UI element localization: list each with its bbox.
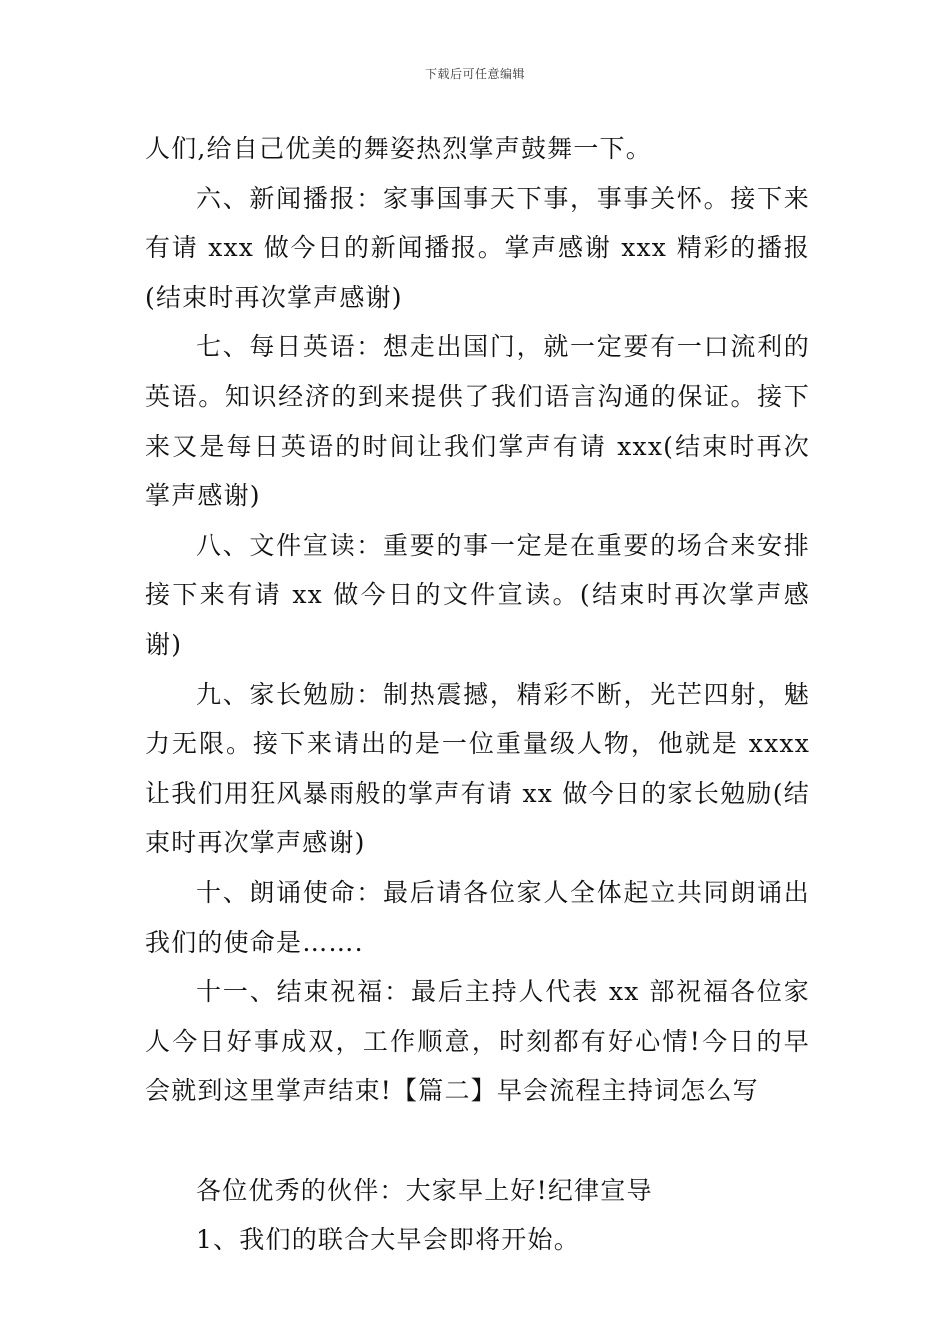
paragraph-daily-english: 七、每日英语：想走出国门，就一定要有一口流利的英语。知识经济的到来提供了我们语言沟通的保证。接下来又是每日英语的时间让我们掌声有请 xxx(结束时再次掌声感谢): [145, 332, 810, 511]
document-body: [145, 124, 810, 1265]
paragraph-gap: [145, 1116, 810, 1166]
paragraph-item-one: 1、我们的联合大早会即将开始。: [196, 1225, 580, 1255]
paragraph-mission-recital: 十、朗诵使命：最后请各位家人全体起立共同朗诵出我们的使命是…….﻿: [145, 877, 810, 957]
paragraph-news-broadcast: 六、新闻播报：家事国事天下事，事事关怀。接下来有请 xxx 做今日的新闻播报。掌声感谢 xxx 精彩的播报(结束时再次掌声感谢): [145, 183, 810, 312]
paragraph-greeting: 各位优秀的伙伴：大家早上好!纪律宣导: [196, 1175, 653, 1205]
page-header-note: 下载后可任意编辑: [424, 67, 525, 81]
paragraph-document-reading: 八、文件宣读：重要的事一定是在重要的场合来安排接下来有请 xx 做今日的文件宣读。(结束时再次掌声感谢): [145, 530, 810, 659]
paragraph-parent-encouragement: 九、家长勉励：制热震撼，精彩不断，光芒四射，魅力无限。接下来请出的是一位重量级人物，他就是 xxxx 让我们用狂风暴雨般的掌声有请 xx 做今日的家长勉励(结束时再次掌声感谢): [145, 679, 810, 858]
paragraph-continuation: 人们,给自己优美的舞姿热烈掌声鼓舞一下。: [145, 134, 652, 163]
paragraph-closing-blessing: 十一、结束祝福：最后主持人代表 xx 部祝福各位家人今日好事成双，工作顺意，时刻都有好心情!今日的早会就到这里掌声结束!【篇二】早会流程主持词怎么写: [145, 977, 810, 1106]
